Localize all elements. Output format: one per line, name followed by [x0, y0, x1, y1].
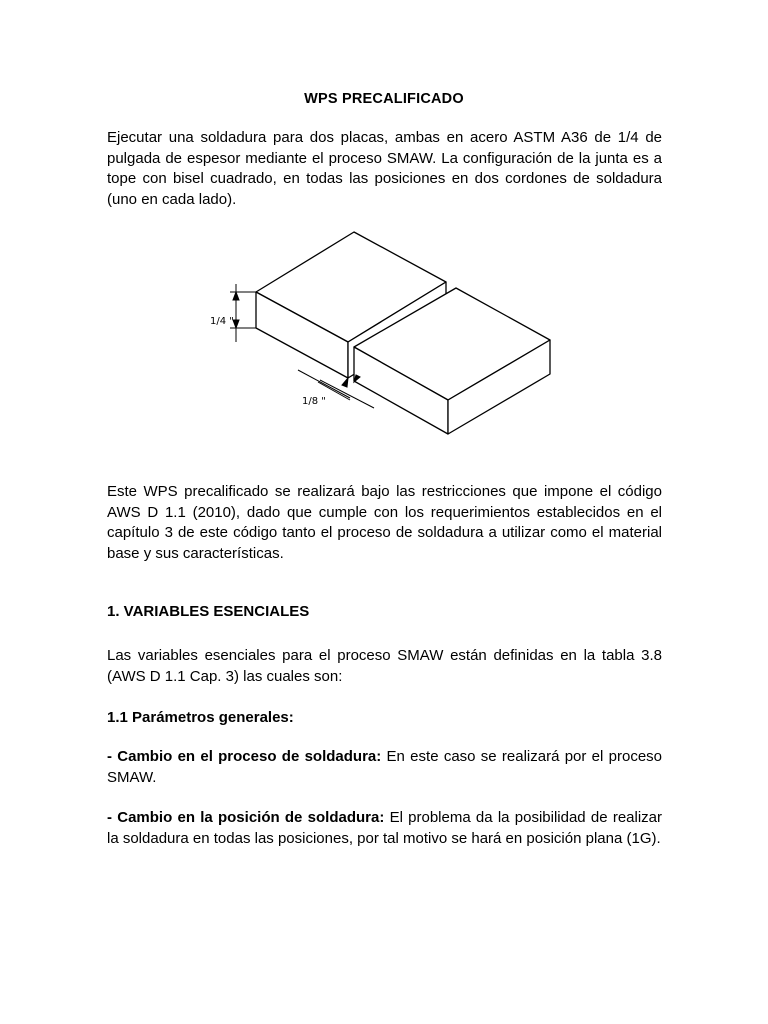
- document-title: WPS PRECALIFICADO: [304, 91, 464, 107]
- thickness-dimension: [230, 284, 256, 342]
- plates-diagram: [190, 220, 580, 440]
- item-process-change-text: En este caso se realizará por el proceso SMAW.: [107, 748, 663, 786]
- section-1-heading: 1. VARIABLES ESENCIALES: [107, 603, 310, 620]
- restriction-paragraph: Este WPS precalificado se realizará bajo las restricciones que impone el código AWS D 1.1 (2010), dado que cumple con los requerimientos establecidos en el capítulo 3 de este código tanto el proceso de soldadura a utilizar como el material base y sus características.: [107, 483, 662, 562]
- item-process-change: [107, 747, 662, 788]
- welding-joint-figure: [190, 220, 580, 440]
- gap-label: 1/8 ": [302, 396, 326, 407]
- item-position-change-text: El problema da la posibilidad de realizar la soldadura en todas las posiciones, por tal motivo se hará en posición plana (1G).: [107, 809, 663, 847]
- item-position-change: [107, 808, 662, 849]
- subsection-1-1-heading: 1.1 Parámetros generales:: [107, 709, 294, 726]
- thickness-label: 1/4 ": [210, 316, 234, 327]
- section-1-intro: Las variables esenciales para el proceso SMAW están definidas en la tabla 3.8 (AWS D 1.1 Cap. 3) las cuales son:: [107, 647, 662, 685]
- intro-paragraph: Ejecutar una soldadura para dos placas, ambas en acero ASTM A36 de 1/4 de pulgada de espesor mediante el proceso SMAW. La configuración de la junta es a tope con bisel cuadrado, en todas las posiciones en dos cordones de soldadura (uno en cada lado).: [107, 129, 662, 208]
- item-position-change-label: - Cambio en la posición de soldadura:: [107, 809, 385, 826]
- item-process-change-label: - Cambio en el proceso de soldadura:: [107, 748, 382, 765]
